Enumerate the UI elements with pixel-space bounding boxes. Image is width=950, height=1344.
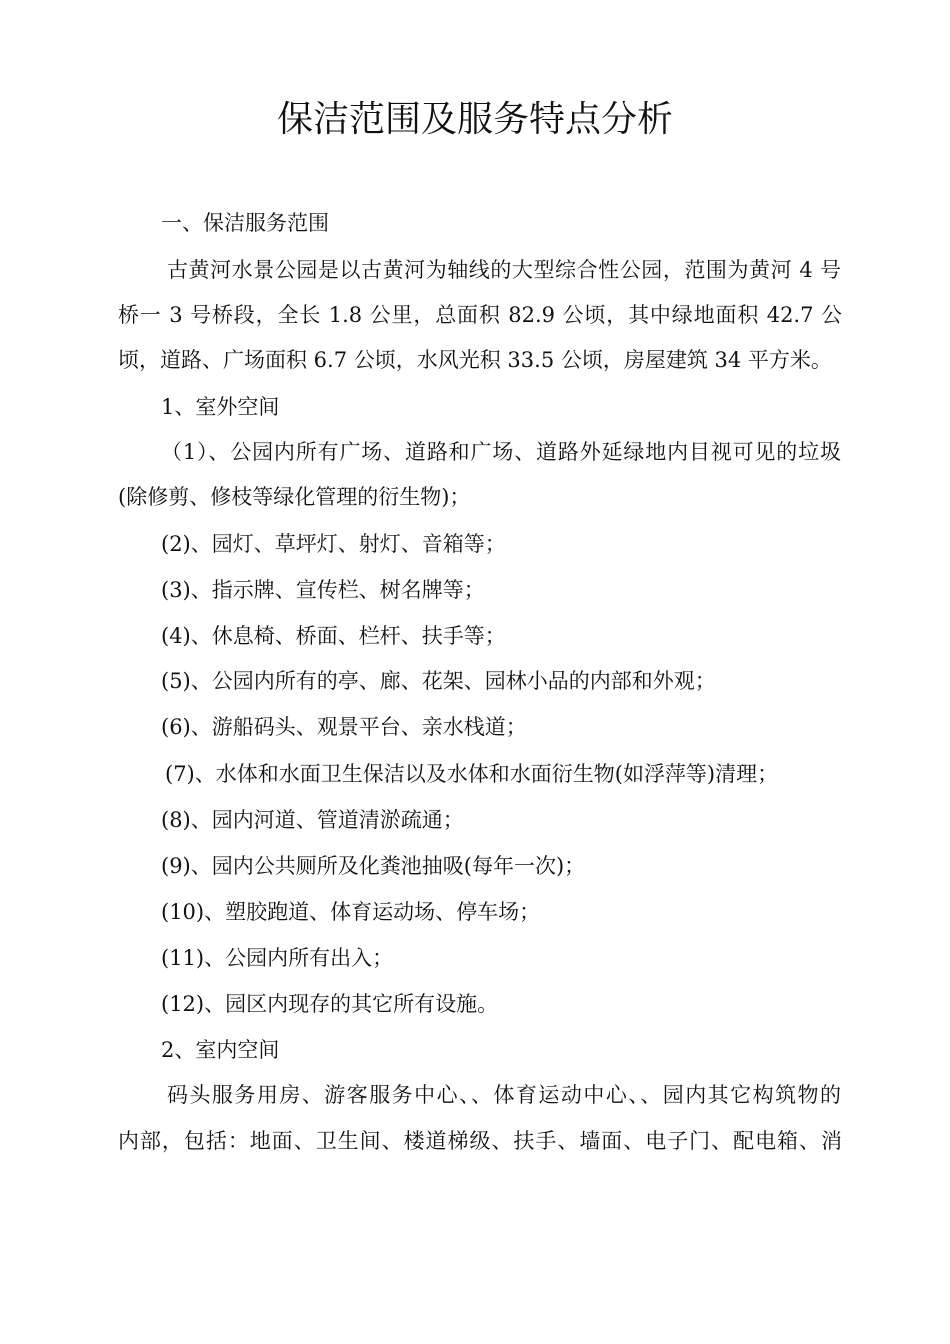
paragraph-line: 码头服务用房、游客服务中心、、体育运动中心、、园内其它构筑物的 [167,1083,841,1107]
paragraph-line: 古黄河水景公园是以古黄河为轴线的大型综合性公园，范围为黄河 4 号 [167,258,841,282]
subsection-heading-outdoor: 1、室外空间 [161,395,280,419]
list-item: (2)、园灯、草坪灯、射灯、音箱等； [161,532,506,556]
list-item: (10)、塑胶跑道、体育运动场、停车场； [161,900,541,924]
list-item: (5)、公园内所有的亭、廊、花架、园林小品的内部和外观； [161,669,716,693]
list-item: (11)、公园内所有出入； [161,946,394,970]
subsection-heading-indoor: 2、室内空间 [161,1038,280,1062]
paragraph-line: 内部，包括：地面、卫生间、楼道梯级、扶手、墙面、电子门、配电箱、消 [118,1129,842,1153]
list-item: （1）、公园内所有广场、道路和广场、道路外延绿地内目视可见的垃圾 [161,440,841,464]
list-item-continuation: (除修剪、修枝等绿化管理的衍生物)； [118,485,471,509]
document-title: 保洁范围及服务特点分析 [276,99,673,140]
list-item: (9)、园内公共厕所及化粪池抽吸(每年一次)； [161,854,586,878]
list-item: (3)、指示牌、宣传栏、树名牌等； [161,578,485,602]
list-item: (6)、游船码头、观景平台、亲水栈道； [161,715,527,739]
list-item: (7)、水体和水面卫生保洁以及水体和水面衍生物(如浮萍等)清理； [165,762,779,786]
list-item: (12)、园区内现存的其它所有设施。 [161,992,499,1016]
paragraph-line: 顷，道路、广场面积 6.7 公顷，水风光积 33.5 公顷，房屋建筑 34 平方米。 [118,348,832,372]
list-item: (8)、园内河道、管道清淤疏通； [161,808,464,832]
list-item: (4)、休息椅、桥面、栏杆、扶手等； [161,624,506,648]
paragraph-line: 桥一 3 号桥段，全长 1.8 公里，总面积 82.9 公顷，其中绿地面积 42.7 公 [118,303,842,327]
section-heading-cleaning-scope: 一、保洁服务范围 [161,211,329,235]
